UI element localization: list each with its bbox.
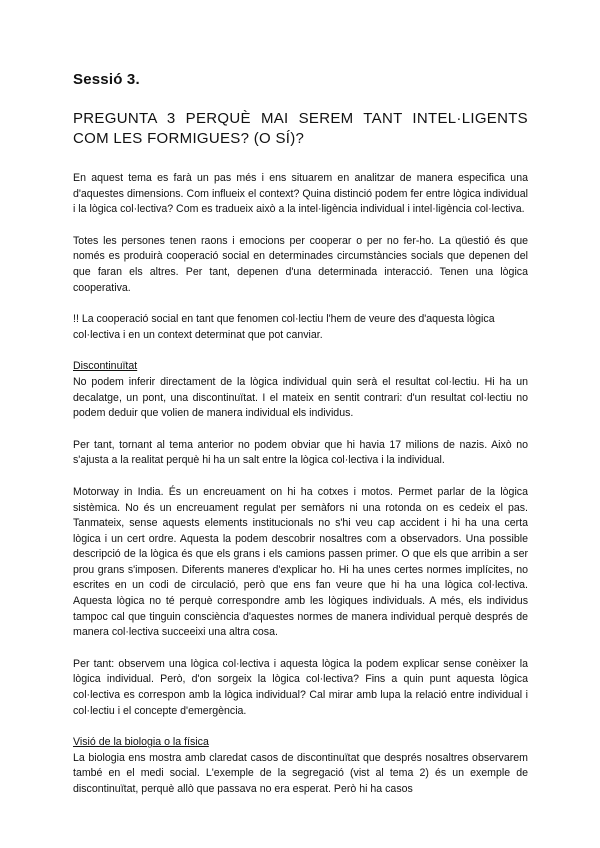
nazis-paragraph: Per tant, tornant al tema anterior no podem obviar que hi havia 17 milions de nazis. Això no s'ajusta a la realitat perquè hi ha un salt entre la lògica col·lectiva i la individual. [73, 438, 528, 467]
motorway-paragraph: Motorway in India. És un encreuament on hi ha cotxes i motos. Permet parlar de la lògica sistèmica. No és un encreuament regulat per semàfors ni una rotonda on es cedeix el pas. Tanmateix, sense aquests elements institucionals no s'hi veu cap accident i hi ha una certa lògica i un cert ordre. Aquesta la podem descobrir nosaltres com a observadors. Una possible descripció de la lògica és que els grans i els camions passen primer. O que els que arribin a ser prou grans s'imposen. Diferents maneres d'explicar ho. Hi ha unes certes normes implícites, no escrites en un codi de circulació, però que ens fan veure que hi ha una lògica col·lectiva. Aquesta lògica no té perquè correspondre amb les lògiques individuals. A més, els individus tampoc cal que tinguin consciència d'aquestes normes de manera individual perquè després de manera col·lectiva succeeixi una altra cosa. [73, 485, 528, 639]
biology-paragraph: La biologia ens mostra amb claredat casos de discontinuïtat que després nosaltres observarem també en el medi social. L'exemple de la segregació (vist al tema 2) és un exemple de discontinuïtat, perquè allò que passava no era esperat. Però hi ha casos [73, 751, 528, 795]
cooperation-paragraph: Totes les persones tenen raons i emocions per cooperar o per no fer-ho. La qüestió és que només es produirà cooperació social en determinades circumstàncies socials que depenen del que faran els altres. Per tant, depenen d'una determinada interacció. Tenen una lògica cooperativa. [73, 234, 528, 294]
section-heading-biologia: Visió de la biologia o la física [73, 736, 209, 749]
document-page [73, 71, 528, 814]
session-title: Sessió 3. [73, 71, 140, 88]
conclusion-paragraph: Per tant: observem una lògica col·lectiva i aquesta lògica la podem explicar sense conèixer la lògica individual. Però, d'on sorgeix la lògica col·lectiva? Fins a quin punt aquesta lògica col·lectiva es correspon amb la lògica individual? Cal mirar amb lupa la relació entre individual i col·lectiu i el concepte d'emergència. [73, 657, 528, 717]
discontinuity-paragraph: No podem inferir directament de la lògica individual quin serà el resultat col·lectiu. Hi ha un decalatge, un pont, una discontinuïtat. I el mateix en sentit contrari: d'un resultat col·lectiu no podem deduir que volien de manera individual els individus. [73, 375, 528, 420]
section-heading-discontinuitat: Discontinuïtat [73, 360, 138, 373]
note-paragraph: !! La cooperació social en tant que fenomen col·lectiu l'hem de veure des d'aquesta lògica col·lectiva i en un context determinat que pot canviar. [73, 313, 495, 341]
intro-paragraph: En aquest tema es farà un pas més i ens situarem en analitzar de manera especifica una d'aquestes dimensions. Com influeix el context? Quina distinció podem fer entre lògica individual i la lògica col·lectiva? Com es tradueix això a la intel·ligència individual i intel·ligència col·lectiva. [73, 172, 528, 216]
question-title: PREGUNTA 3 PERQUÈ MAI SEREM TANT INTEL·LIGENTS COM LES FORMIGUES? (O SÍ)? [73, 110, 528, 147]
